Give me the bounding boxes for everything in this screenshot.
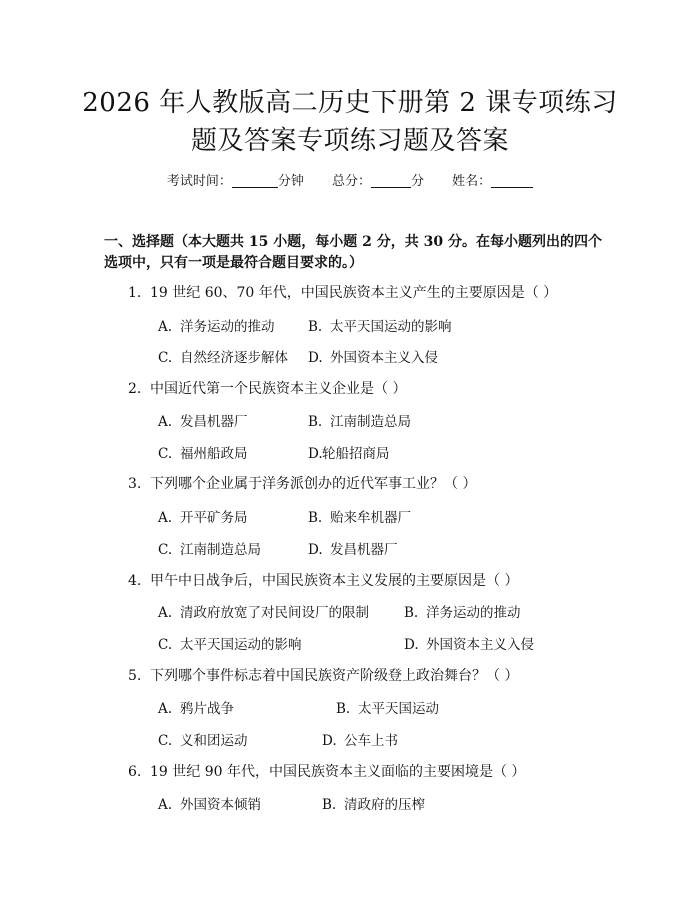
option-letter: C.	[158, 733, 173, 749]
question-number: 1.	[128, 285, 142, 301]
option-letter: A.	[158, 510, 173, 526]
option-5-d[interactable]	[322, 729, 398, 749]
option-text: 贻来牟机器厂	[330, 510, 411, 526]
option-2-a[interactable]	[158, 410, 248, 430]
option-letter: A.	[158, 701, 173, 717]
option-text: 洋务运动的推动	[426, 605, 521, 621]
option-5-a[interactable]	[158, 697, 234, 717]
option-text: 公车上书	[344, 733, 398, 749]
option-1-d[interactable]	[308, 346, 438, 366]
option-text: 江南制造总局	[180, 542, 261, 558]
question-number: 5.	[128, 668, 142, 684]
section-heading: 一、选择题（本大题共 15 小题，每小题 2 分，共 30 分。在每小题列出的四个选项中，只有一项是最符合题目要求的。）	[104, 234, 602, 271]
student-name-label: 姓名：	[452, 174, 492, 189]
question-number: 2.	[128, 381, 142, 397]
option-2-b[interactable]	[308, 410, 411, 430]
option-letter: D.	[308, 446, 323, 462]
option-text: 太平天国运动	[358, 701, 439, 717]
option-text: 江南制造总局	[330, 414, 411, 430]
option-3-d[interactable]	[308, 538, 398, 558]
option-1-b[interactable]	[308, 315, 452, 335]
option-2-d[interactable]	[308, 442, 390, 462]
option-4-b[interactable]	[404, 601, 521, 621]
question-number: 3.	[128, 476, 142, 492]
option-letter: C.	[158, 542, 173, 558]
question-number: 4.	[128, 573, 142, 589]
option-text: 发昌机器厂	[180, 414, 248, 430]
option-letter: A.	[158, 414, 173, 430]
option-text: 外国资本主义入侵	[426, 637, 534, 653]
option-letter: D.	[322, 733, 337, 749]
document-title-line-1: 2026 年人教版高二历史下册第 2 课专项练习	[82, 88, 618, 118]
option-text: 义和团运动	[180, 733, 248, 749]
option-6-a[interactable]	[158, 793, 261, 813]
total-score-blank[interactable]	[371, 173, 411, 188]
question-number: 6.	[128, 764, 142, 780]
option-text: 清政府放宽了对民间设厂的限制	[180, 605, 369, 621]
option-letter: B.	[308, 319, 323, 335]
question-text: 下列哪个事件标志着中国民族资产阶级登上政治舞台？（ ）	[150, 668, 519, 684]
option-text: 发昌机器厂	[330, 542, 398, 558]
exam-time-blank[interactable]	[232, 173, 278, 188]
option-letter: B.	[404, 605, 419, 621]
option-letter: B.	[336, 701, 351, 717]
option-5-c[interactable]	[158, 729, 248, 749]
option-text: 轮船招商局	[322, 446, 390, 462]
total-score-field	[332, 170, 424, 189]
question-3	[128, 473, 476, 493]
option-5-b[interactable]	[336, 697, 439, 717]
option-letter: C.	[158, 637, 173, 653]
total-score-unit: 分	[411, 174, 425, 189]
question-text: 下列哪个企业属于洋务派创办的近代军事工业？（ ）	[150, 476, 477, 492]
student-name-field	[452, 170, 533, 189]
option-text: 外国资本倾销	[180, 797, 261, 813]
total-score-label: 总分：	[331, 174, 371, 189]
option-letter: D.	[404, 637, 419, 653]
document-title-line-2: 题及答案专项练习题及答案	[190, 126, 509, 156]
option-letter: A.	[158, 605, 173, 621]
option-letter: A.	[158, 797, 173, 813]
student-name-blank[interactable]	[491, 173, 533, 188]
question-2	[128, 378, 406, 398]
question-5	[128, 665, 518, 685]
option-3-a[interactable]	[158, 506, 248, 526]
question-text: 19 世纪 60、70 年代，中国民族资本主义产生的主要原因是（ ）	[150, 285, 558, 301]
option-1-a[interactable]	[158, 315, 275, 335]
option-text: 福州船政局	[180, 446, 248, 462]
option-text: 太平天国运动的影响	[330, 319, 452, 335]
option-3-b[interactable]	[308, 506, 411, 526]
option-6-b[interactable]	[322, 793, 425, 813]
option-letter: D.	[308, 542, 323, 558]
exam-time-label: 考试时间：	[166, 174, 232, 189]
option-text: 洋务运动的推动	[180, 319, 275, 335]
option-letter: C.	[158, 350, 173, 366]
option-letter: B.	[308, 414, 323, 430]
option-letter: B.	[308, 510, 323, 526]
option-letter: D.	[308, 350, 323, 366]
option-text: 清政府的压榨	[344, 797, 425, 813]
question-text: 19 世纪 90 年代，中国民族资本主义面临的主要困境是（ ）	[150, 764, 526, 780]
option-1-c[interactable]	[158, 346, 288, 366]
option-text: 开平矿务局	[180, 510, 248, 526]
option-text: 外国资本主义入侵	[330, 350, 438, 366]
option-letter: A.	[158, 319, 173, 335]
option-letter: B.	[322, 797, 337, 813]
option-text: 自然经济逐步解体	[180, 350, 288, 366]
exam-time-field	[167, 170, 304, 189]
option-4-a[interactable]	[158, 601, 369, 621]
option-letter: C.	[158, 446, 173, 462]
option-text: 太平天国运动的影响	[180, 637, 302, 653]
exam-time-unit: 分钟	[277, 174, 304, 189]
question-6	[128, 761, 525, 781]
exam-info-row	[0, 170, 700, 189]
question-4	[128, 570, 518, 590]
option-2-c[interactable]	[158, 442, 248, 462]
question-text: 甲午中日战争后，中国民族资本主义发展的主要原因是（ ）	[150, 573, 519, 589]
option-4-d[interactable]	[404, 633, 534, 653]
option-3-c[interactable]	[158, 538, 261, 558]
option-4-c[interactable]	[158, 633, 302, 653]
question-1	[128, 282, 557, 302]
option-text: 鸦片战争	[180, 701, 234, 717]
question-text: 中国近代第一个民族资本主义企业是（ ）	[150, 381, 407, 397]
